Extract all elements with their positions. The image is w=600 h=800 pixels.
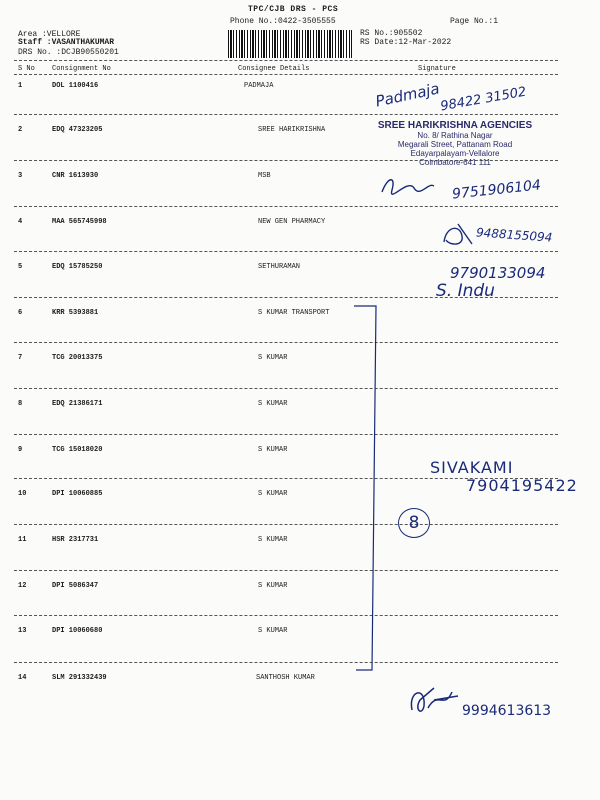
- staff-field: Staff :VASANTHAKUMAR: [18, 38, 115, 47]
- row-consignment-number: DPI 10060680: [52, 627, 103, 635]
- handwritten-phone: 9751906104: [451, 177, 542, 203]
- row-consignee: S KUMAR TRANSPORT: [258, 309, 330, 317]
- row-consignment-number: SLM 291332439: [52, 674, 107, 682]
- row-consignment-number: DPI 10060885: [52, 490, 103, 498]
- row-serial-number: 6: [18, 309, 23, 317]
- column-header-consignee: Consignee Details: [238, 65, 310, 73]
- row-serial-number: 4: [18, 218, 23, 226]
- divider: [14, 60, 558, 61]
- rs-number: RS No.:905502: [360, 29, 423, 38]
- row-serial-number: 12: [18, 582, 27, 590]
- row-divider: [14, 615, 558, 616]
- handwritten-phone: 98422 31502: [439, 84, 528, 115]
- handwritten-phone: 9994613613: [462, 703, 552, 719]
- page-number: Page No.:1: [450, 17, 499, 26]
- handwritten-signature: Padmaja: [373, 79, 442, 111]
- row-consignment-number: MAA 565745998: [52, 218, 107, 226]
- column-header-signature: Signature: [418, 65, 456, 73]
- row-consignment-number: CNR 1613930: [52, 172, 99, 180]
- stamp-line: No. 8/ Rathina Nagar: [417, 131, 493, 140]
- row-serial-number: 7: [18, 354, 23, 362]
- barcode: [228, 30, 352, 58]
- row-serial-number: 8: [18, 400, 23, 408]
- row-divider: [14, 524, 558, 525]
- row-serial-number: 1: [18, 82, 23, 90]
- row-consignee: S KUMAR: [258, 490, 288, 498]
- row-consignee: SREE HARIKRISHNA: [258, 126, 326, 134]
- stamp-name: SREE HARIKRISHNA AGENCIES: [377, 120, 533, 131]
- stamp-line: Edayarpalayam-Vellalore: [410, 149, 500, 158]
- row-divider: [14, 388, 558, 389]
- row-divider: [14, 114, 558, 115]
- row-consignee: S KUMAR: [258, 582, 288, 590]
- row-serial-number: 9: [18, 446, 23, 454]
- agency-stamp: [355, 120, 555, 167]
- row-consignee: NEW GEN PHARMACY: [258, 218, 326, 226]
- row-consignment-number: EDQ 21386171: [52, 400, 103, 408]
- row-consignee: PADMAJA: [244, 82, 274, 90]
- drs-number: DRS No. :DCJB90550201: [18, 48, 119, 57]
- row-serial-number: 10: [18, 490, 27, 498]
- row-serial-number: 13: [18, 627, 27, 635]
- row-divider: [14, 570, 558, 571]
- row-consignee: S KUMAR: [258, 446, 288, 454]
- row-consignee: S KUMAR: [258, 400, 288, 408]
- row-consignee: SANTHOSH KUMAR: [256, 674, 315, 682]
- row-consignment-number: EDQ 15785250: [52, 263, 103, 271]
- phone-number: Phone No.:0422-3505555: [230, 17, 336, 26]
- rs-date: RS Date:12-Mar-2022: [360, 38, 452, 47]
- handwritten-phone: 9488155094: [475, 225, 553, 245]
- handwritten-phone: 9790133094: [450, 264, 546, 282]
- handwritten-phone: 7904195422: [466, 476, 578, 495]
- row-serial-number: 11: [18, 536, 27, 544]
- stamp-line: Megarali Street, Pattanam Road: [397, 140, 513, 149]
- handwritten-signature: [378, 172, 438, 200]
- row-divider: [14, 662, 558, 663]
- row-consignment-number: EDQ 47323205: [52, 126, 103, 134]
- row-consignee: S KUMAR: [258, 354, 288, 362]
- handwritten-count: 8: [398, 508, 430, 538]
- handwritten-signature: S. Indu: [436, 281, 495, 301]
- bracket-line: [350, 300, 390, 680]
- row-consignment-number: TCG 15018020: [52, 446, 103, 454]
- stamp-line: Coimbatore-641 111: [419, 158, 491, 167]
- row-divider: [14, 434, 558, 435]
- row-consignment-number: KRR 5393881: [52, 309, 99, 317]
- row-serial-number: 3: [18, 172, 23, 180]
- column-header-consignment: Consignment No: [52, 65, 111, 73]
- row-serial-number: 2: [18, 126, 23, 134]
- handwritten-signature: [438, 220, 478, 250]
- row-divider: [14, 342, 558, 343]
- handwritten-signature: [404, 680, 464, 720]
- area-field: Area :VELLORE: [18, 30, 81, 39]
- row-consignee: S KUMAR: [258, 627, 288, 635]
- divider: [14, 74, 558, 75]
- row-consignment-number: DPI 5086347: [52, 582, 99, 590]
- report-title: TPC/CJB DRS - PCS: [248, 5, 339, 14]
- row-serial-number: 14: [18, 674, 27, 682]
- row-consignee: S KUMAR: [258, 536, 288, 544]
- row-consignee: MSB: [258, 172, 271, 180]
- row-serial-number: 5: [18, 263, 23, 271]
- column-header-sno: S No: [18, 65, 35, 73]
- row-divider: [14, 251, 558, 252]
- row-consignment-number: TCG 20013375: [52, 354, 103, 362]
- row-divider: [14, 206, 558, 207]
- row-consignment-number: DOL 1100416: [52, 82, 99, 90]
- row-consignment-number: HSR 2317731: [52, 536, 99, 544]
- handwritten-name: SIVAKAMI: [430, 458, 514, 477]
- row-consignee: SETHURAMAN: [258, 263, 301, 271]
